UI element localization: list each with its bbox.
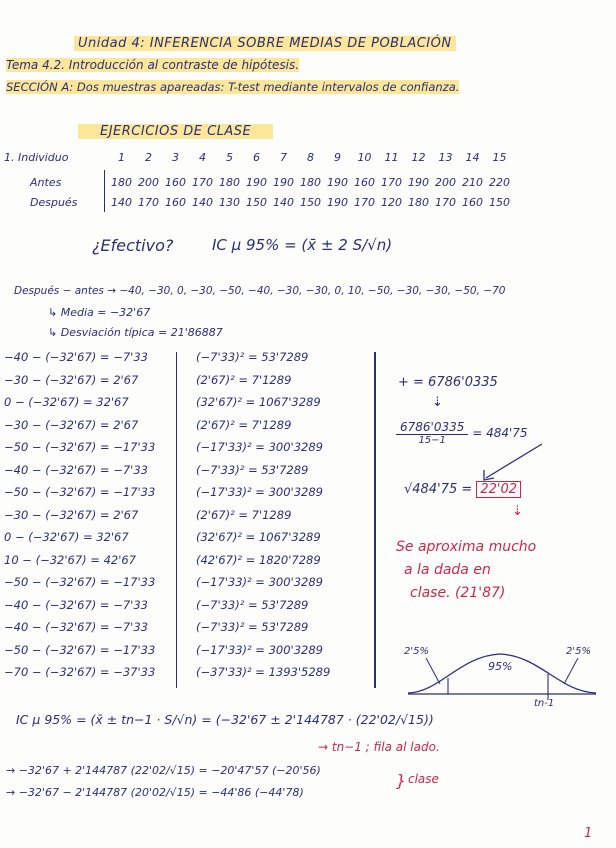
despues-cell: 160 (165, 196, 186, 209)
deviation-row: −30 − (−32'67) = 2'67 (4, 417, 139, 432)
individuo-cell: 3 (172, 151, 179, 164)
antes-cell: 180 (219, 176, 240, 189)
individuo-cell: 10 (357, 151, 372, 164)
individuo-cell: 13 (438, 151, 453, 164)
section-label: SECCIÓN A: Dos muestras apareadas: T-test mediante intervalos de confianza. (6, 80, 460, 94)
despues-cell: 170 (354, 196, 375, 209)
antes-cell: 170 (381, 176, 402, 189)
note-line-3: clase. (21'87) (410, 585, 506, 601)
table-row-despues (108, 196, 513, 209)
deviation-row: 0 − (−32'67) = 32'67 (4, 395, 129, 409)
deviation-row: −50 − (−32'67) = −17'33 (4, 440, 156, 454)
individuo-cell: 2 (145, 151, 152, 164)
unit-title: Unidad 4: INFERENCIA SOBRE MEDIAS DE POBLACIÓN (74, 36, 456, 51)
antes-cell: 190 (408, 176, 429, 189)
despues-cell: 190 (327, 196, 348, 209)
square-row: (−7'33)² = 53'7289 (196, 620, 309, 634)
result-brace-note: clase (408, 772, 439, 786)
antes-cell: 200 (435, 176, 456, 189)
individuo-cell: 12 (411, 151, 426, 164)
down-arrow-2: ⇣ (512, 504, 523, 519)
table-divider (104, 170, 105, 212)
page-number: 1 (584, 826, 593, 841)
section-title (6, 80, 459, 94)
individuo-cell: 7 (280, 151, 287, 164)
individuo-cell: 4 (199, 151, 206, 164)
square-row: (−7'33)² = 53'7289 (196, 350, 309, 364)
square-row: (−17'33)² = 300'3289 (196, 575, 323, 589)
antes-cell: 180 (300, 176, 321, 189)
sqrt-line (404, 482, 521, 497)
formula-ic: IC μ 95% = (x̄ ± 2 S/√n) (212, 236, 393, 254)
ic-final-note: → tn−1 ; fila al lado. (318, 740, 440, 754)
deviation-row: −40 − (−32'67) = −7'33 (4, 350, 148, 364)
square-row: (−37'33)² = 1393'5289 (196, 665, 331, 679)
deviation-row: −50 − (−32'67) = −17'33 (4, 642, 156, 657)
fraction-numerator: 6786'0335 (396, 420, 468, 435)
fraction-result: = 484'75 (472, 426, 528, 440)
despues-cell: 180 (408, 196, 429, 209)
media-value: Media = −32'67 (60, 306, 151, 319)
square-row: (−17'33)² = 300'3289 (196, 485, 323, 499)
sqrt-expression: √484'75 = (404, 482, 473, 497)
curve-center-label: 95% (488, 660, 513, 673)
individuo-cell: 9 (334, 151, 341, 164)
square-row: (2'67)² = 7'1289 (196, 417, 292, 432)
square-row: (32'67)² = 1067'3289 (196, 395, 321, 409)
individuo-cell: 5 (226, 151, 233, 164)
despues-cell: 150 (246, 196, 267, 209)
note-line-2: a la dada en (404, 562, 491, 578)
square-row: (−7'33)² = 53'7289 (196, 462, 309, 477)
deviation-row: −40 − (−32'67) = −7'33 (4, 462, 148, 477)
table-row-individuo (108, 151, 513, 164)
antes-cell: 190 (246, 176, 267, 189)
result-brace: } (396, 771, 407, 790)
curve-right-pointer (564, 658, 578, 684)
antes-cell: 200 (138, 176, 159, 189)
deviation-column (4, 350, 155, 688)
individuo-cell: 1 (118, 151, 125, 164)
despues-cell: 140 (192, 196, 213, 209)
result-line-lower: → −32'67 − 2'144787 (20'02/√15) = −44'86 (−44'78) (6, 786, 304, 799)
despues-cell: 170 (435, 196, 456, 209)
individuo-cell: 14 (465, 151, 480, 164)
media-line: ↳ Media = −32'67 (48, 306, 151, 319)
differences-line: Después − antes → −40, −30, 0, −30, −50, −40, −30, −30, 0, 10, −50, −30, −30, −50, −70 (14, 285, 506, 297)
exercises-title: EJERCICIOS DE CLASE (78, 124, 273, 139)
sqrt-result: 22'02 (476, 481, 521, 498)
deviation-row: −30 − (−32'67) = 2'67 (4, 507, 139, 522)
square-row: (2'67)² = 7'1289 (196, 507, 292, 522)
despues-cell: 140 (273, 196, 294, 209)
ic-final-formula: IC μ 95% = (x̄ ± tn−1 · S/√n) = (−32'67 ± 2'144787 · (22'02/√15)) (16, 712, 434, 727)
curve-axis-label: tn-1 (534, 698, 555, 709)
arrow-diagonal (470, 440, 550, 484)
down-arrow-1: ⇣ (432, 395, 443, 410)
desviacion-value: Desviación típica = 21'86887 (60, 326, 223, 339)
individuo-cell: 6 (253, 151, 260, 164)
note-block (396, 536, 536, 605)
antes-cell: 190 (273, 176, 294, 189)
despues-cell: 150 (300, 196, 321, 209)
square-row: (−17'33)² = 300'3289 (196, 642, 323, 657)
antes-cell: 180 (111, 176, 132, 189)
antes-cell: 160 (354, 176, 375, 189)
antes-cell: 220 (489, 176, 510, 189)
despues-cell: 150 (489, 196, 510, 209)
theme-label: Tema 4.2. Introducción al contraste de hipótesis. (6, 58, 300, 72)
antes-cell: 210 (462, 176, 483, 189)
theme-title (6, 58, 299, 72)
result-line-upper: → −32'67 + 2'144787 (22'02/√15) = −20'47'57 (−20'56) (6, 764, 321, 777)
curve-left-label: 2'5% (404, 646, 429, 657)
fraction-denominator: 15−1 (418, 435, 446, 446)
square-row: (−7'33)² = 53'7289 (196, 597, 309, 612)
table-row-antes (108, 176, 513, 189)
column-brace-2 (374, 352, 376, 688)
despues-cell: 160 (462, 196, 483, 209)
deviation-row: −30 − (−32'67) = 2'67 (4, 372, 139, 387)
antes-cell: 160 (165, 176, 186, 189)
table-header-label: 1. Individuo (4, 151, 69, 164)
antes-cell: 190 (327, 176, 348, 189)
deviation-row: −40 − (−32'67) = −7'33 (4, 597, 148, 612)
question: ¿Efectivo? (92, 236, 174, 255)
square-row: (−17'33)² = 300'3289 (196, 440, 323, 454)
individuo-cell: 15 (492, 151, 507, 164)
square-row: (2'67)² = 7'1289 (196, 372, 292, 387)
deviation-row: 10 − (−32'67) = 42'67 (4, 552, 136, 567)
curve-right-label: 2'5% (566, 646, 591, 657)
deviation-row: −50 − (−32'67) = −17'33 (4, 575, 156, 589)
table-despues-label: Después (30, 196, 78, 209)
individuo-cell: 8 (307, 151, 314, 164)
despues-cell: 140 (111, 196, 132, 209)
squares-column (196, 350, 330, 688)
despues-cell: 130 (219, 196, 240, 209)
column-brace-1 (176, 352, 177, 688)
sum-line: + = 6786'0335 (398, 375, 498, 390)
square-row: (42'67)² = 1820'7289 (196, 552, 321, 567)
individuo-cell: 11 (384, 151, 399, 164)
deviation-row: −70 − (−32'67) = −37'33 (4, 665, 156, 679)
desviacion-line: ↳ Desviación típica = 21'86887 (48, 326, 223, 339)
despues-cell: 120 (381, 196, 402, 209)
note-line-1: Se aproxima mucho (396, 539, 537, 555)
curve-left-pointer (426, 658, 440, 684)
antes-cell: 170 (192, 176, 213, 189)
despues-cell: 170 (138, 196, 159, 209)
deviation-row: 0 − (−32'67) = 32'67 (4, 530, 129, 544)
square-row: (32'67)² = 1067'3289 (196, 530, 321, 544)
deviation-row: −50 − (−32'67) = −17'33 (4, 485, 156, 499)
deviation-row: −40 − (−32'67) = −7'33 (4, 620, 148, 634)
table-antes-label: Antes (30, 176, 62, 189)
